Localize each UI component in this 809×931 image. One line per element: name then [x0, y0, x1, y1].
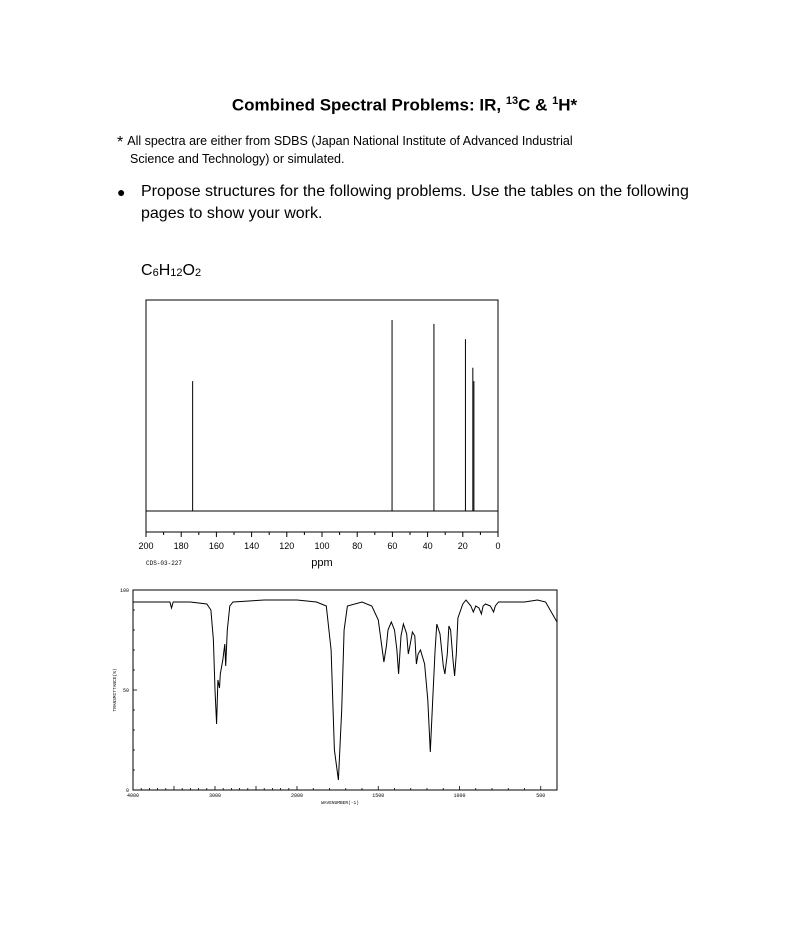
title-c13-superscript: 13: [505, 95, 519, 107]
ir-x-tick-label: 4000: [126, 793, 140, 799]
title-h1-superscript: 1: [552, 95, 559, 107]
nmr-x-tick-label: 100: [314, 541, 330, 551]
note-line-1: All spectra are either from SDBS (Japan National Institute of Advanced Industrial: [127, 134, 573, 148]
nmr-x-tick-label: 40: [422, 541, 433, 551]
molecular-formula: $C_6H_{12}O_2$: [141, 262, 202, 279]
ir-ylabel: TRANSMITTANCE(%): [113, 668, 118, 712]
ir-x-tick-label: 500: [536, 793, 546, 799]
nmr-x-tick-label: 180: [173, 541, 189, 551]
source-note: [117, 133, 637, 168]
nmr-sample-id: CDS-03-227: [146, 560, 183, 567]
nmr-x-tick-label: 80: [352, 541, 363, 551]
nmr-x-tick-label: 120: [279, 541, 295, 551]
bullet-icon: ●: [117, 184, 126, 200]
ir-y-tick-label: 50: [122, 688, 129, 694]
nmr-plot-frame: [146, 300, 498, 532]
ir-x-tick-label: 2000: [290, 793, 304, 799]
ir-x-tick-label: 1500: [372, 793, 385, 799]
note-line-2: Science and Technology) or simulated.: [130, 152, 345, 166]
nmr-x-tick-label: 20: [457, 541, 468, 551]
nmr-x-tick-label: 0: [495, 541, 501, 551]
asterisk-marker: *: [117, 134, 124, 151]
ir-x-tick-label: 3000: [208, 793, 222, 799]
nmr-x-tick-label: 200: [138, 541, 154, 551]
ir-y-tick-label: 0: [125, 788, 129, 794]
nmr-x-tick-label: 160: [208, 541, 224, 551]
ir-x-tick-label: 1000: [453, 793, 466, 799]
ir-xlabel: WAVENUMBER(-1): [321, 801, 359, 806]
nmr-x-tick-label: 60: [387, 541, 398, 551]
nmr-xlabel: ppm: [311, 557, 333, 569]
ir-trace-line: [133, 600, 557, 780]
ir-y-tick-label: 100: [119, 588, 129, 594]
instruction-text: Propose structures for the following problems. Use the tables on the following pages to show your work.: [141, 183, 689, 222]
page-title: Combined Spectral Problems: IR, $^{13}$C & $^1$H*: [231, 95, 578, 115]
nmr-x-tick-label: 140: [244, 541, 260, 551]
ir-plot-frame: [133, 590, 557, 790]
